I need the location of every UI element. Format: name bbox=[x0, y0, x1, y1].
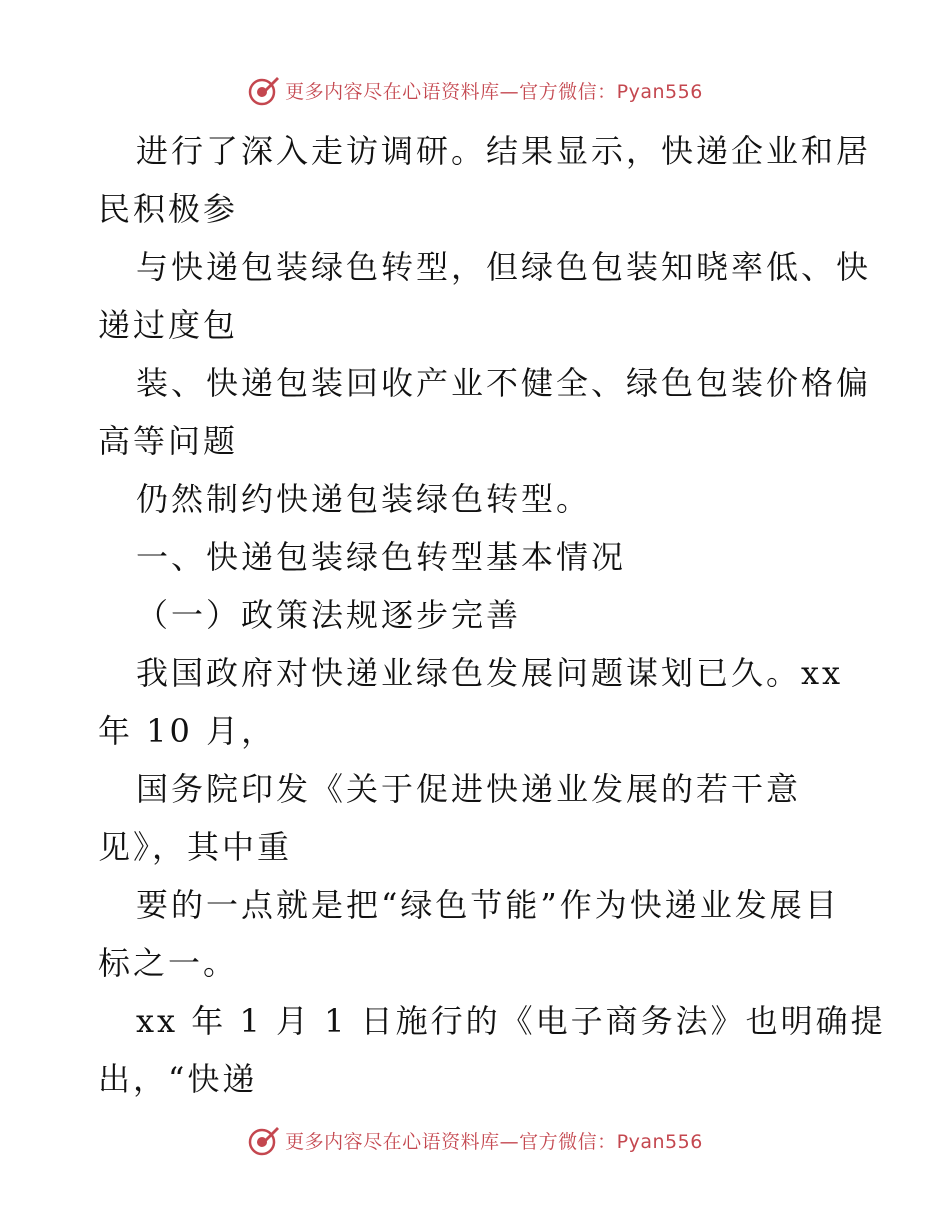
quill-logo-icon bbox=[247, 1123, 281, 1157]
text-line: 标之一。 bbox=[98, 944, 239, 982]
text-line: 仍然制约快递包装绿色转型。 bbox=[136, 480, 592, 518]
text-line: 进行了深入走访调研。结果显示，快递企业和居 bbox=[136, 132, 872, 170]
quill-logo-icon bbox=[247, 73, 281, 107]
header-watermark bbox=[0, 70, 950, 110]
text-line: 一、快递包装绿色转型基本情况 bbox=[136, 538, 627, 576]
text-line: （一）政策法规逐步完善 bbox=[136, 596, 522, 634]
text-line: 我国政府对快递业绿色发展问题谋划已久。xx bbox=[136, 654, 844, 692]
text-line: 装、快递包装回收产业不健全、绿色包装价格偏 bbox=[136, 364, 872, 402]
text-line: 要的一点就是把“绿色节能”作为快递业发展目 bbox=[136, 886, 840, 924]
text-line: 递过度包 bbox=[98, 306, 239, 344]
text-line: 出，“快递 bbox=[98, 1060, 258, 1098]
footer-watermark bbox=[0, 1120, 950, 1160]
watermark-text: 更多内容尽在心语资料库—官方微信：Pyan556 bbox=[285, 80, 703, 103]
text-line: 民积极参 bbox=[98, 190, 239, 228]
watermark-text: 更多内容尽在心语资料库—官方微信：Pyan556 bbox=[285, 1130, 703, 1153]
text-line: xx 年 1 月 1 日施行的《电子商务法》也明确提 bbox=[136, 1002, 886, 1040]
text-line: 见》，其中重 bbox=[98, 828, 293, 866]
text-line: 高等问题 bbox=[98, 422, 239, 460]
document-body bbox=[98, 122, 886, 1108]
text-line: 国务院印发《关于促进快递业发展的若干意 bbox=[136, 770, 802, 808]
text-line: 与快递包装绿色转型，但绿色包装知晓率低、快 bbox=[136, 248, 872, 286]
text-line: 年 10 月， bbox=[98, 712, 277, 750]
